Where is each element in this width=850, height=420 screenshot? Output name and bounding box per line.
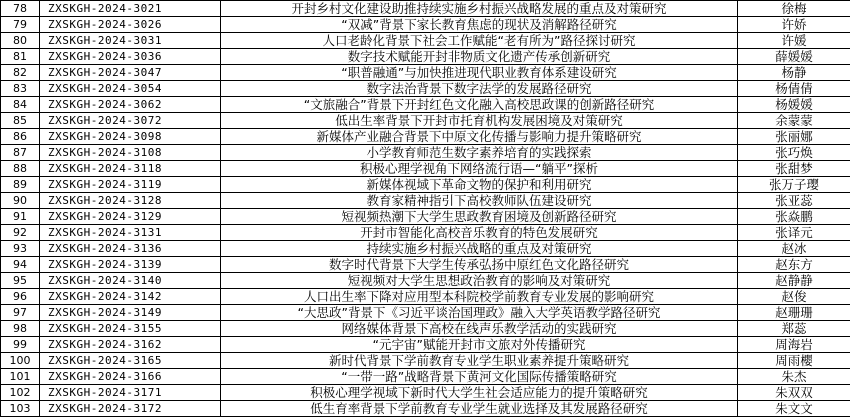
table-row <box>1 289 850 305</box>
project-title-cell: 小学教育师范生数字素养培育的实践探索 <box>221 145 738 161</box>
project-title-cell: 数字时代背景下大学生传承弘扬中原红色文化路径研究 <box>221 257 738 273</box>
table-row <box>1 97 850 113</box>
row-number-cell: 93 <box>1 241 40 257</box>
project-title-cell: 短视频对大学生思想政治教育的影响及对策研究 <box>221 273 738 289</box>
table-row <box>1 225 850 241</box>
table-row <box>1 241 850 257</box>
project-code-cell: ZXSKGH-2024-3047 <box>40 65 221 81</box>
project-code-cell: ZXSKGH-2024-3098 <box>40 129 221 145</box>
project-code-cell: ZXSKGH-2024-3172 <box>40 401 221 417</box>
project-title-cell: 网络媒体背景下高校在线声乐教学活动的实践研究 <box>221 321 738 337</box>
table-row <box>1 17 850 33</box>
row-number-cell: 88 <box>1 161 40 177</box>
project-title-cell: “职普融通”与加快推进现代职业教育体系建设研究 <box>221 65 738 81</box>
table-row <box>1 209 850 225</box>
table-row <box>1 81 850 97</box>
row-number-cell: 103 <box>1 401 40 417</box>
table-row <box>1 33 850 49</box>
table-row <box>1 305 850 321</box>
author-cell: 朱双双 <box>738 385 850 401</box>
author-cell: 赵珊珊 <box>738 305 850 321</box>
author-cell: 许媛 <box>738 33 850 49</box>
project-code-cell: ZXSKGH-2024-3166 <box>40 369 221 385</box>
row-number-cell: 97 <box>1 305 40 321</box>
author-cell: 许娇 <box>738 17 850 33</box>
project-title-cell: 数字法治背景下数字法学的发展路径研究 <box>221 81 738 97</box>
project-code-cell: ZXSKGH-2024-3036 <box>40 49 221 65</box>
project-code-cell: ZXSKGH-2024-3072 <box>40 113 221 129</box>
project-code-cell: ZXSKGH-2024-3139 <box>40 257 221 273</box>
project-title-cell: 新媒体视域下革命文物的保护和利用研究 <box>221 177 738 193</box>
table-row <box>1 353 850 369</box>
table-row <box>1 385 850 401</box>
table-row <box>1 321 850 337</box>
project-code-cell: ZXSKGH-2024-3129 <box>40 209 221 225</box>
author-cell: 张焱鹏 <box>738 209 850 225</box>
project-code-cell: ZXSKGH-2024-3149 <box>40 305 221 321</box>
row-number-cell: 78 <box>1 1 40 17</box>
row-number-cell: 96 <box>1 289 40 305</box>
project-title-cell: 积极心理学视角下网络流行语—“躺平”探析 <box>221 161 738 177</box>
author-cell: 赵东方 <box>738 257 850 273</box>
row-number-cell: 101 <box>1 369 40 385</box>
author-cell: 杨媛媛 <box>738 97 850 113</box>
author-cell: 张万子璎 <box>738 177 850 193</box>
table-row <box>1 49 850 65</box>
author-cell: 张译元 <box>738 225 850 241</box>
project-title-cell: 人口出生率下降对应用型本科院校学前教育专业发展的影响研究 <box>221 289 738 305</box>
table-row <box>1 369 850 385</box>
project-code-cell: ZXSKGH-2024-3108 <box>40 145 221 161</box>
table-row <box>1 1 850 17</box>
author-cell: 杨静 <box>738 65 850 81</box>
table-row <box>1 401 850 417</box>
project-title-cell: 低生育率背景下学前教育专业学生就业选择及其发展路径研究 <box>221 401 738 417</box>
project-code-cell: ZXSKGH-2024-3131 <box>40 225 221 241</box>
project-title-cell: “元宇宙”赋能开封市文旅对外传播研究 <box>221 337 738 353</box>
author-cell: 赵静静 <box>738 273 850 289</box>
table-row <box>1 129 850 145</box>
table-row <box>1 65 850 81</box>
project-code-cell: ZXSKGH-2024-3118 <box>40 161 221 177</box>
row-number-cell: 87 <box>1 145 40 161</box>
project-code-cell: ZXSKGH-2024-3155 <box>40 321 221 337</box>
table-row <box>1 257 850 273</box>
row-number-cell: 79 <box>1 17 40 33</box>
row-number-cell: 98 <box>1 321 40 337</box>
row-number-cell: 92 <box>1 225 40 241</box>
row-number-cell: 100 <box>1 353 40 369</box>
author-cell: 郑蕊 <box>738 321 850 337</box>
project-title-cell: 教育家精神指引下高校教师队伍建设研究 <box>221 193 738 209</box>
project-code-cell: ZXSKGH-2024-3171 <box>40 385 221 401</box>
row-number-cell: 89 <box>1 177 40 193</box>
row-number-cell: 102 <box>1 385 40 401</box>
table-row <box>1 193 850 209</box>
row-number-cell: 90 <box>1 193 40 209</box>
project-code-cell: ZXSKGH-2024-3136 <box>40 241 221 257</box>
author-cell: 赵俊 <box>738 289 850 305</box>
project-title-cell: “一带一路”战略背景下黄河文化国际传播策略研究 <box>221 369 738 385</box>
row-number-cell: 94 <box>1 257 40 273</box>
author-cell: 朱杰 <box>738 369 850 385</box>
row-number-cell: 81 <box>1 49 40 65</box>
row-number-cell: 80 <box>1 33 40 49</box>
project-code-cell: ZXSKGH-2024-3062 <box>40 97 221 113</box>
author-cell: 杨倩倩 <box>738 81 850 97</box>
project-title-cell: “文旅融合”背景下开封红色文化融入高校思政课的创新路径研究 <box>221 97 738 113</box>
author-cell: 余蒙蒙 <box>738 113 850 129</box>
project-title-cell: “大思政”背景下《习近平谈治国理政》融入大学英语教学路径研究 <box>221 305 738 321</box>
author-cell: 朱文文 <box>738 401 850 417</box>
project-title-cell: “双减”背景下家长教育焦虑的现状及消解路径研究 <box>221 17 738 33</box>
project-code-cell: ZXSKGH-2024-3165 <box>40 353 221 369</box>
author-cell: 薛媛媛 <box>738 49 850 65</box>
author-cell: 张甜梦 <box>738 161 850 177</box>
project-title-cell: 开封乡村文化建设助推持续实施乡村振兴战略发展的重点及对策研究 <box>221 1 738 17</box>
table-row <box>1 177 850 193</box>
project-code-cell: ZXSKGH-2024-3140 <box>40 273 221 289</box>
project-title-cell: 积极心理学视域下新时代大学生社会适应能力的提升策略研究 <box>221 385 738 401</box>
author-cell: 张巧焕 <box>738 145 850 161</box>
table-row <box>1 337 850 353</box>
project-title-cell: 低出生率背景下开封市托育机构发展困境及对策研究 <box>221 113 738 129</box>
project-title-cell: 数字技术赋能开封非物质文化遗产传承创新研究 <box>221 49 738 65</box>
project-code-cell: ZXSKGH-2024-3119 <box>40 177 221 193</box>
author-cell: 周雨櫻 <box>738 353 850 369</box>
table-row <box>1 113 850 129</box>
project-code-cell: ZXSKGH-2024-3128 <box>40 193 221 209</box>
author-cell: 张亚蕊 <box>738 193 850 209</box>
author-cell: 徐梅 <box>738 1 850 17</box>
project-code-cell: ZXSKGH-2024-3031 <box>40 33 221 49</box>
project-title-cell: 新媒体产业融合背景下中原文化传播与影响力提升策略研究 <box>221 129 738 145</box>
row-number-cell: 86 <box>1 129 40 145</box>
author-cell: 周海岩 <box>738 337 850 353</box>
project-title-cell: 开封市智能化高校音乐教育的特色发展研究 <box>221 225 738 241</box>
row-number-cell: 99 <box>1 337 40 353</box>
project-code-cell: ZXSKGH-2024-3054 <box>40 81 221 97</box>
project-title-cell: 人口老龄化背景下社会工作赋能“老有所为”路径探讨研究 <box>221 33 738 49</box>
project-table-body <box>1 1 850 417</box>
project-title-cell: 短视频热潮下大学生思政教育困境及创新路径研究 <box>221 209 738 225</box>
row-number-cell: 82 <box>1 65 40 81</box>
project-title-cell: 新时代背景下学前教育专业学生职业素养提升策略研究 <box>221 353 738 369</box>
row-number-cell: 83 <box>1 81 40 97</box>
project-code-cell: ZXSKGH-2024-3142 <box>40 289 221 305</box>
row-number-cell: 85 <box>1 113 40 129</box>
project-code-cell: ZXSKGH-2024-3021 <box>40 1 221 17</box>
project-code-cell: ZXSKGH-2024-3026 <box>40 17 221 33</box>
author-cell: 赵冰 <box>738 241 850 257</box>
row-number-cell: 84 <box>1 97 40 113</box>
author-cell: 张丽娜 <box>738 129 850 145</box>
row-number-cell: 95 <box>1 273 40 289</box>
project-title-cell: 持续实施乡村振兴战略的重点及对策研究 <box>221 241 738 257</box>
project-code-cell: ZXSKGH-2024-3162 <box>40 337 221 353</box>
row-number-cell: 91 <box>1 209 40 225</box>
table-row <box>1 145 850 161</box>
table-row <box>1 273 850 289</box>
table-row <box>1 161 850 177</box>
